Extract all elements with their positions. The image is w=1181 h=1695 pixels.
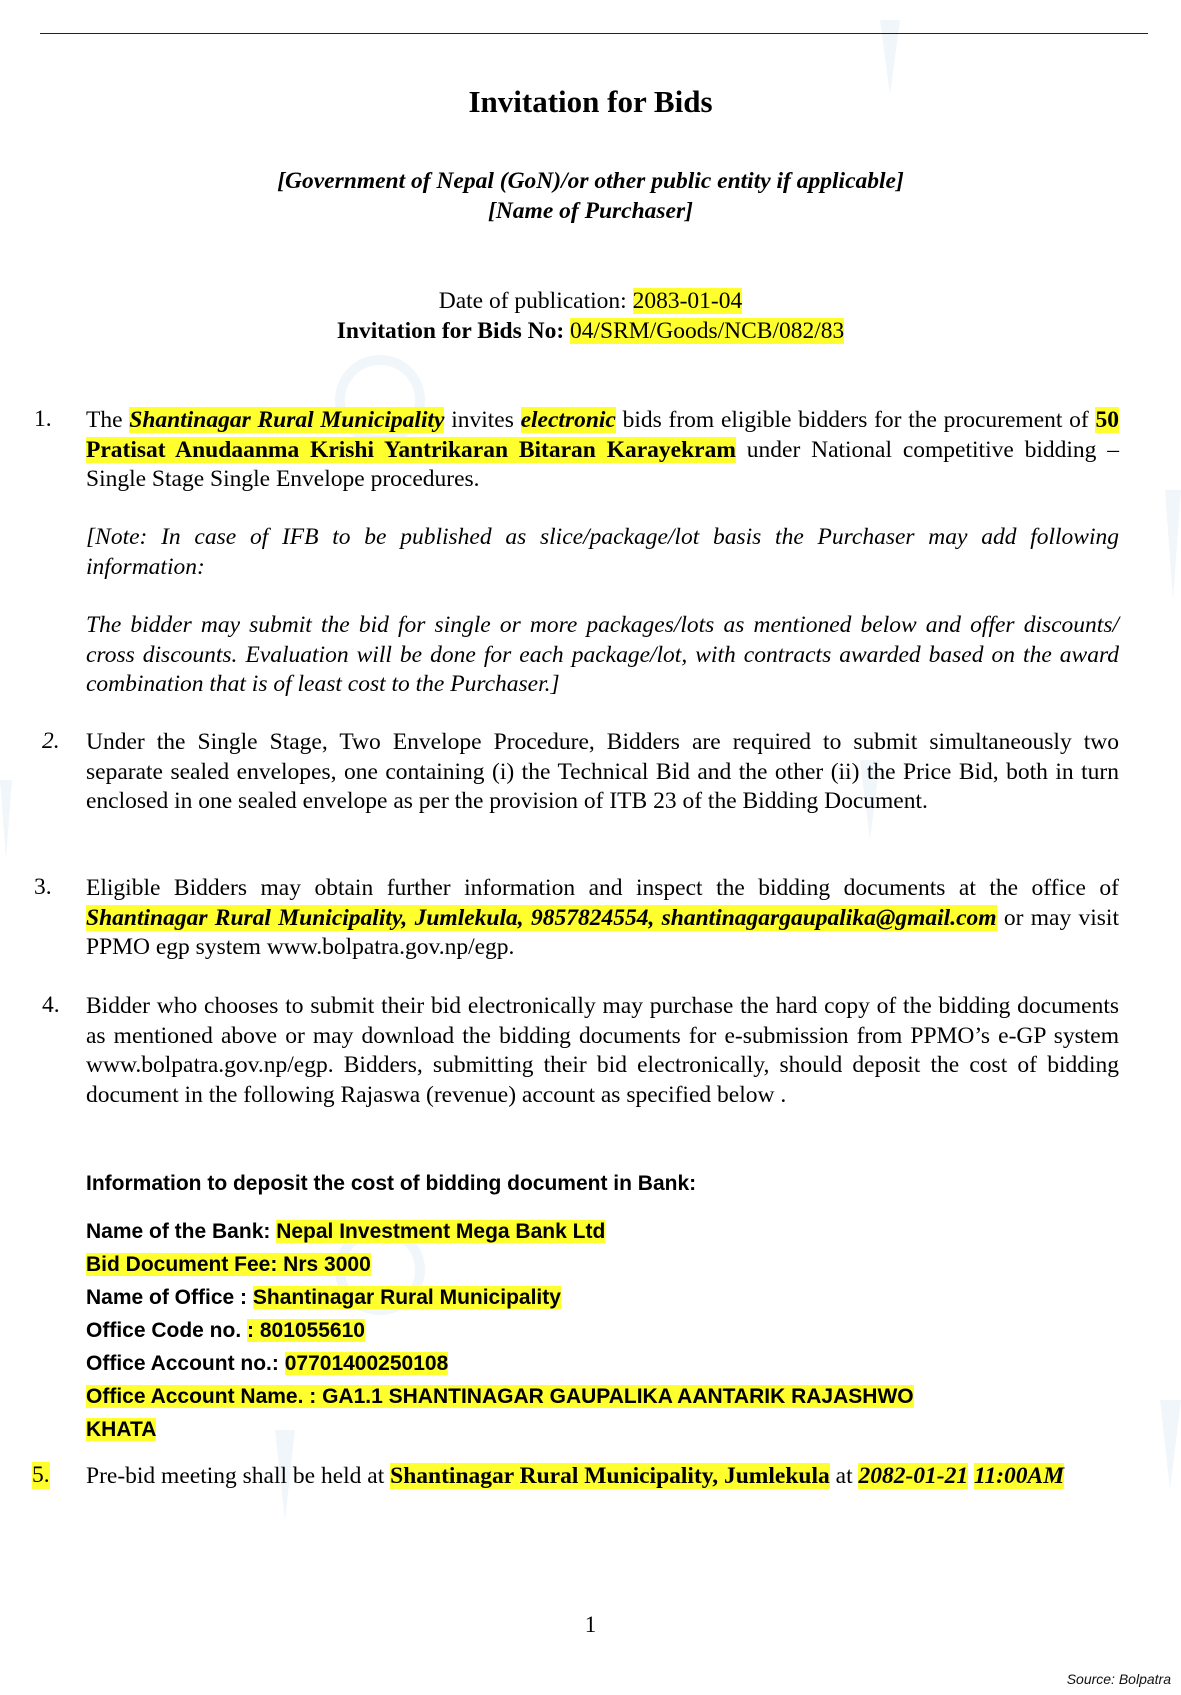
paragraph-1	[86, 406, 1119, 495]
account-number-label: Office Account no.:	[86, 1352, 285, 1375]
p1-text-d: under National competitive bidding – Single Stage Single Envelope procedures.	[86, 436, 1119, 492]
paragraph-3	[86, 874, 1119, 963]
ifb-number-line	[0, 318, 1181, 345]
paragraph-5	[86, 1462, 1119, 1492]
p3-text-b: or may visit PPMO egp system www.bolpatra.gov.np/egp.	[86, 904, 1119, 960]
electronic-keyword: electronic	[520, 407, 616, 433]
office-name: Shantinagar Rural Municipality	[252, 1286, 561, 1309]
bank-name-label: Name of the Bank:	[86, 1220, 277, 1243]
entity-line: [Government of Nepal (GoN)/or other public entity if applicable]	[277, 168, 904, 194]
prebid-date: 2082-01-21	[858, 1463, 969, 1489]
bank-name: Nepal Investment Mega Bank Ltd	[276, 1220, 606, 1243]
paragraph-4: Bidder who chooses to submit their bid electronically may purchase the hard copy of the bidding documents as mentioned above or may download the bidding documents for e-submission from PPMO’s e-GP system www.bolpatra.gov.np/egp. Bidders, submitting their bid electronically, should deposit the cost of bidding document in the following Rajaswa (revenue) account as specified below .	[86, 993, 1119, 1108]
paragraph-2: Under the Single Stage, Two Envelope Procedure, Bidders are required to submit simultaneously two separate sealed envelopes, one containing (i) the Technical Bid and the other (ii) the Price Bid, both in turn enclosed in one sealed envelope as per the provision of ITB 23 of the Bidding Document.	[86, 729, 1119, 814]
page-title: Invitation for Bids	[468, 84, 713, 119]
prebid-time: 11:00AM	[974, 1463, 1065, 1489]
office-name-line	[86, 1286, 561, 1310]
prebid-venue: Shantinagar Rural Municipality, Jumlekula	[390, 1463, 830, 1489]
ifb-number-label: Invitation for Bids No:	[336, 318, 571, 344]
municipality-name: Shantinagar Rural Municipality	[129, 407, 445, 433]
p1-text-a: The	[86, 407, 130, 433]
item-number-1: 1.	[34, 406, 52, 432]
bank-info-heading: Information to deposit the cost of bidding document in Bank:	[86, 1172, 697, 1195]
account-number: 07701400250108	[284, 1352, 449, 1375]
account-name-2: KHATA	[86, 1418, 157, 1441]
item-number-5: 5.	[32, 1462, 50, 1488]
source-credit: Source: Bolpatra	[1066, 1671, 1171, 1687]
publication-date-line	[0, 288, 1181, 315]
note-paragraph-1: [Note: In case of IFB to be published as slice/package/lot basis the Purchaser may add following information:	[86, 524, 1119, 580]
p5-text-a: Pre-bid meeting shall be held at	[86, 1463, 391, 1489]
account-name-line-2	[86, 1418, 156, 1442]
note-paragraph-2: The bidder may submit the bid for single or more packages/lots as mentioned below and offer discounts/ cross discounts. Evaluation will be done for each package/lot, with contracts awarded based on the award combination that is of least cost to the Purchaser.]	[86, 612, 1119, 697]
account-name-line-1	[86, 1385, 914, 1409]
account-number-line	[86, 1352, 448, 1376]
project-name: 50 Pratisat Anudaanma Krishi Yantrikaran Bitaran Karayekram	[86, 407, 1119, 463]
top-rule	[40, 33, 1148, 34]
item-number-3: 3.	[34, 874, 52, 900]
bank-info-block	[86, 1172, 1119, 1442]
page-number: 1	[584, 1612, 597, 1637]
office-code-label: Office Code no.	[86, 1319, 248, 1342]
bank-name-line	[86, 1220, 605, 1244]
ifb-number: 04/SRM/Goods/NCB/082/83	[570, 318, 845, 344]
bid-fee: Bid Document Fee: Nrs 3000	[86, 1253, 371, 1276]
p1-text-c: bids from eligible bidders for the procurement of	[615, 407, 1096, 433]
item-number-4: 4.	[42, 992, 60, 1018]
bid-fee-line	[86, 1253, 371, 1277]
publication-date: 2083-01-04	[632, 288, 743, 314]
p3-text-a: Eligible Bidders may obtain further information and inspect the bidding documents at the office of	[86, 875, 1119, 901]
office-code: : 801055610	[247, 1319, 365, 1342]
item-number-2: 2.	[42, 728, 60, 754]
office-contact: Shantinagar Rural Municipality, Jumlekula, 9857824554, shantinagargaupalika@gmail.com	[86, 904, 997, 931]
account-name-1: Office Account Name. : GA1.1 SHANTINAGAR GAUPALIKA AANTARIK RAJASHWO	[86, 1385, 914, 1408]
purchaser-line: [Name of Purchaser]	[488, 198, 693, 224]
publication-date-label: Date of publication:	[438, 288, 633, 314]
office-name-label: Name of Office :	[86, 1286, 253, 1309]
p5-text-b: at	[829, 1463, 859, 1489]
p1-text-b: invites	[444, 407, 521, 433]
office-code-line	[86, 1319, 365, 1343]
